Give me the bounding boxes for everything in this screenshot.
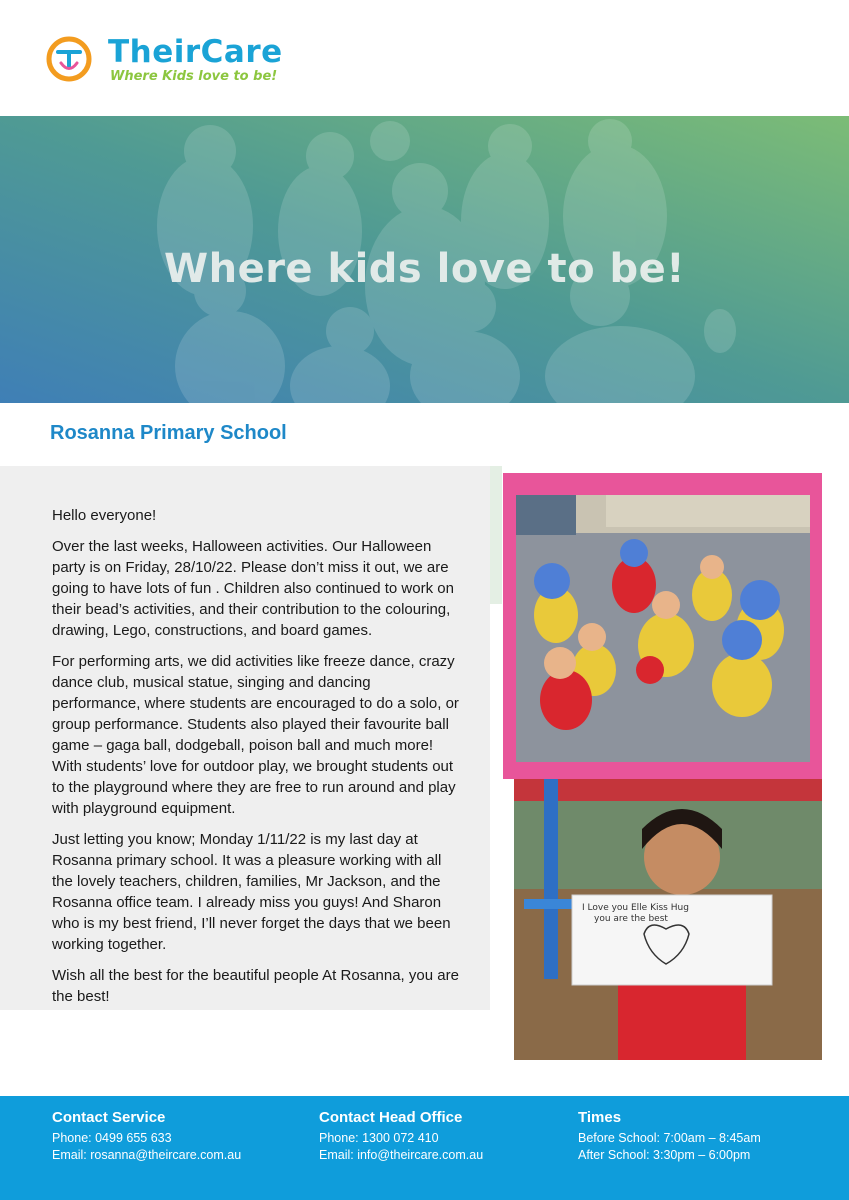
letter-paragraph: Hello everyone! <box>52 507 157 524</box>
brand-name: TheirCare <box>108 34 283 70</box>
contact-service-email: Email: rosanna@theircare.com.au <box>52 1148 242 1162</box>
letter-paragraph: Over the last weeks, Halloween activities. Our Halloween party is on Friday, 28/10/22. Please don’t miss it out, we are going to have lots of fun . Children also continued to work on their bead’s activities, and their contribution to the colouring, drawing, Lego, constructions, and board games. <box>52 538 454 639</box>
girl-with-note-photo <box>514 779 822 1060</box>
footer <box>0 1096 849 1200</box>
brand-tagline: Where Kids love to be! <box>110 69 278 84</box>
logo-mark-icon <box>46 36 92 82</box>
letter-paragraph: Wish all the best for the beautiful people At Rosanna, you are the best! <box>52 967 459 1005</box>
group-photo <box>516 495 810 762</box>
hero-tagline: Where kids love to be! <box>163 246 686 292</box>
contact-service-phone: Phone: 0499 655 633 <box>52 1131 172 1145</box>
note-line-1: I Love you Elle Kiss Hug <box>582 903 689 913</box>
hero-banner <box>0 116 849 403</box>
times-heading: Times <box>578 1109 622 1126</box>
girl-photo-image <box>514 779 822 1060</box>
contact-head-office <box>319 1109 483 1164</box>
contact-service <box>52 1109 241 1164</box>
school-title: Rosanna Primary School <box>50 422 287 444</box>
head-office-email: Email: info@theircare.com.au <box>319 1148 484 1162</box>
theircare-logo <box>46 34 306 94</box>
letter-body <box>52 505 462 1017</box>
letter-paragraph: For performing arts, we did activities like freeze dance, crazy dance club, musical statue, singing and dancing performance, where students are encouraged to do a solo, or group performance. Students also played their favourite ball game – gaga ball, dodgeball, poison ball and much more! With students’ love for outdoor play, we brought students out to the playground where they are free to run around and play with playground equipment. <box>52 653 459 817</box>
contact-service-heading: Contact Service <box>52 1109 166 1126</box>
head-office-phone: Phone: 1300 072 410 <box>319 1131 439 1145</box>
letter-paragraph: Just letting you know; Monday 1/11/22 is my last day at Rosanna primary school. It was a pleasure working with all the lovely teachers, children, families, Mr Jackson, and the Rosanna office team. I already miss you guys! And Sharon who is my best friend, I’ll never forget the days that we been working together. <box>52 831 451 953</box>
note-line-2: you are the best <box>594 914 668 924</box>
times <box>578 1109 761 1164</box>
accent-strip <box>490 466 502 604</box>
head-office-heading: Contact Head Office <box>319 1109 463 1126</box>
group-photo-image <box>516 495 810 762</box>
after-school-time: After School: 3:30pm – 6:00pm <box>578 1148 751 1162</box>
before-school-time: Before School: 7:00am – 8:45am <box>578 1131 761 1145</box>
